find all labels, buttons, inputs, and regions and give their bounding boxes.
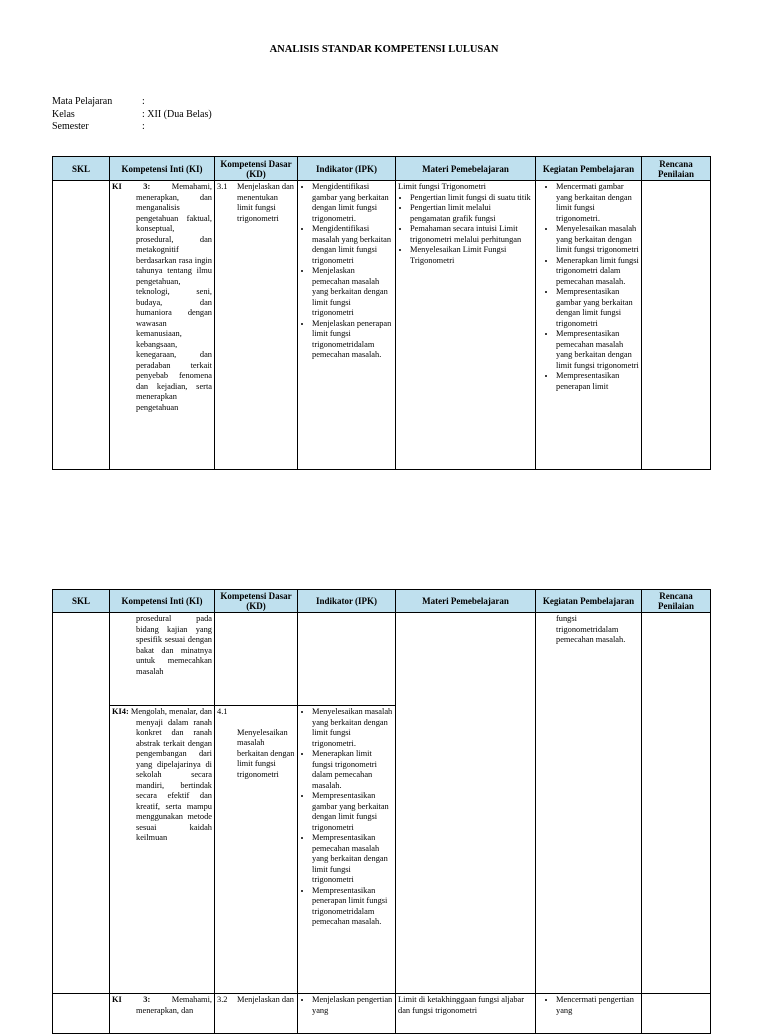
kd4-number: 4.1 — [217, 707, 228, 716]
ki-label: KI 3: — [112, 182, 151, 191]
kd-cell — [215, 613, 298, 706]
header-penilaian: Rencana Penilaian — [642, 157, 711, 181]
header-kd: Kompetensi Dasar (KD) — [215, 157, 298, 181]
header-penilaian: Rencana Penilaian — [642, 590, 711, 613]
kd-cell — [215, 181, 298, 470]
skl-cell — [53, 994, 110, 1034]
header-ki: Kompetensi Inti (KI) — [110, 157, 215, 181]
penilaian-cell — [642, 994, 711, 1034]
header-ipk: Indikator (IPK) — [298, 157, 396, 181]
materi-item: • Pemahaman secara intuisi Limit trigonometri melalui perhitungan — [410, 224, 533, 245]
skl-cell — [53, 613, 110, 994]
header-materi: Materi Pemebelajaran — [396, 590, 536, 613]
kegiatan32-item: • Mencermati pengertian yang — [556, 995, 639, 1016]
materi-item: • Menyelesaikan Limit Fungsi Trigonometri — [410, 245, 533, 266]
kegiatan-item: • Menyelesaikan masalah yang berkaitan dengan limit fungsi trigonometri — [556, 224, 639, 256]
penilaian-cell — [642, 181, 711, 470]
kd-number: 3.1 — [217, 182, 228, 191]
ki-continued: prosedural pada bidang kajian yang spesifik sesuai dengan bakat dan minatnya untuk memecahkan masalah — [136, 614, 212, 676]
semester-label: Semester — [52, 121, 89, 132]
ki4-cell — [110, 706, 215, 994]
meta-info — [52, 96, 212, 134]
kd4-text: Menyelesaikan masalah berkaitan dengan limit fungsi trigonometri — [237, 727, 295, 779]
header-skl: SKL — [53, 590, 110, 613]
ipk-item: • Mengidentifikasi masalah yang berkaitan dengan limit fungsi trigonometri — [312, 224, 393, 266]
semester-value: : — [142, 121, 145, 132]
kd32-cell — [215, 994, 298, 1034]
kd4-cell — [215, 706, 298, 994]
kegiatan32-cell — [536, 994, 642, 1034]
header-materi: Materi Pemebelajaran — [396, 157, 536, 181]
penilaian-cell — [642, 613, 711, 994]
header-skl: SKL — [53, 157, 110, 181]
kelas-label: Kelas — [52, 108, 75, 120]
ki3-text: Memahami, menerapkan, dan — [136, 995, 212, 1015]
kegiatan-continued: fungsi trigonometridalam pemecahan masalah. — [556, 614, 626, 644]
materi32-text: Limit di ketakhinggaan fungsi aljabar dan fungsi trigonometri — [398, 995, 525, 1015]
skl-table-2 — [52, 589, 711, 1034]
mapel-label: Mata Pelajaran — [52, 96, 113, 107]
ki-cell — [110, 181, 215, 470]
materi-item: • Pengertian limit melalui pengamatan grafik fungsi — [410, 203, 533, 224]
ipk4-cell — [298, 706, 396, 994]
mapel-value: : — [142, 96, 145, 107]
skl-cell — [53, 181, 110, 470]
kegiatan-item: • Menerapkan limit fungsi trigonometri dalam pemecahan masalah. — [556, 256, 639, 288]
header-kd: Kompetensi Dasar (KD) — [215, 590, 298, 613]
kegiatan-item: • Mempresentasikan gambar yang berkaitan dengan limit fungsi trigonometri — [556, 287, 639, 329]
header-ipk: Indikator (IPK) — [298, 590, 396, 613]
header-kegiatan: Kegiatan Pembelajaran — [536, 157, 642, 181]
skl-table-1 — [52, 156, 711, 470]
materi-cell — [396, 181, 536, 470]
document-title: ANALISIS STANDAR KOMPETENSI LULUSAN — [269, 44, 499, 55]
materi-title: Limit fungsi Trigonometri — [398, 182, 486, 191]
kegiatan-item: • Mempresentasikan pemecahan masalah yang berkaitan dengan limit fungsi trigonometri — [556, 329, 639, 371]
kd-text: Menjelaskan dan menentukan limit fungsi trigonometri — [237, 182, 294, 223]
ki4-text: Mengolah, menalar, dan menyaji dalam ranah konkret dan ranah abstrak terkait dengan pengembangan dari yang dipelajarinya di sekolah secara mandiri, bertindak secara efektif dan kreatif, serta mampu menggunakan metode sesuai kaidah keilmuan — [130, 707, 212, 842]
ki4-label: KI4: — [112, 707, 129, 716]
header-kegiatan: Kegiatan Pembelajaran — [536, 590, 642, 613]
materi32-cell — [396, 994, 536, 1034]
ipk4-item: • Menerapkan limit fungsi trigonometri dalam pemecahan masalah. — [312, 749, 393, 791]
ipk-cell — [298, 613, 396, 706]
ki3-cell — [110, 994, 215, 1034]
ki3-label: KI 3: — [112, 995, 151, 1004]
header-ki: Kompetensi Inti (KI) — [110, 590, 215, 613]
ipk-item: • Menjelaskan pemecahan masalah yang berkaitan dengan limit fungsi trigonometri — [312, 266, 393, 319]
ipk-item: • Menjelaskan penerapan limit fungsi trigonometridalam pemecahan masalah. — [312, 319, 393, 361]
kegiatan-cell — [536, 613, 642, 994]
kd32-text: Menjelaskan dan — [237, 995, 294, 1004]
kegiatan-cell — [536, 181, 642, 470]
kegiatan-item: • Mencermati gambar yang berkaitan dengan limit fungsi trigonometri. — [556, 182, 639, 224]
ipk32-item: • Menjelaskan pengertian yang — [312, 995, 393, 1016]
ipk32-cell — [298, 994, 396, 1034]
ki-text: Memahami, menerapkan, dan menganalisis pengetahuan faktual, konseptual, prosedural, dan metakognitif berdasarkan rasa ingin tahunya tentang ilmu pengetahuan, teknologi, seni, budaya, dan humaniora dengan wawasan kemanusiaan, kebangsaan, kenegaraan, dan peradaban terkait penyebab fenomena dan kejadian, serta menerapkan pengetahuan — [136, 182, 212, 412]
ipk-item: • Mengidentifikasi gambar yang berkaitan dengan limit fungsi trigonometri. — [312, 182, 393, 224]
ipk4-item: • Mempresentasikan penerapan limit fungsi trigonometridalam pemecahan masalah. — [312, 886, 393, 928]
materi-cell — [396, 613, 536, 994]
ipk4-item: • Mempresentasikan pemecahan masalah yang berkaitan dengan limit fungsi trigonometri — [312, 833, 393, 886]
ipk-cell — [298, 181, 396, 470]
ipk4-item: • Mempresentasikan gambar yang berkaitan dengan limit fungsi trigonometri — [312, 791, 393, 833]
kelas-value: : XII (Dua Belas) — [142, 108, 212, 120]
ipk4-item: • Menyelesaikan masalah yang berkaitan dengan limit fungsi trigonometri. — [312, 707, 393, 749]
ki-cell — [110, 613, 215, 706]
materi-item: • Pengertian limit fungsi di suatu titik — [410, 193, 533, 204]
kd32-number: 3.2 — [217, 995, 228, 1004]
kegiatan-item: • Mempresentasikan penerapan limit — [556, 371, 639, 392]
